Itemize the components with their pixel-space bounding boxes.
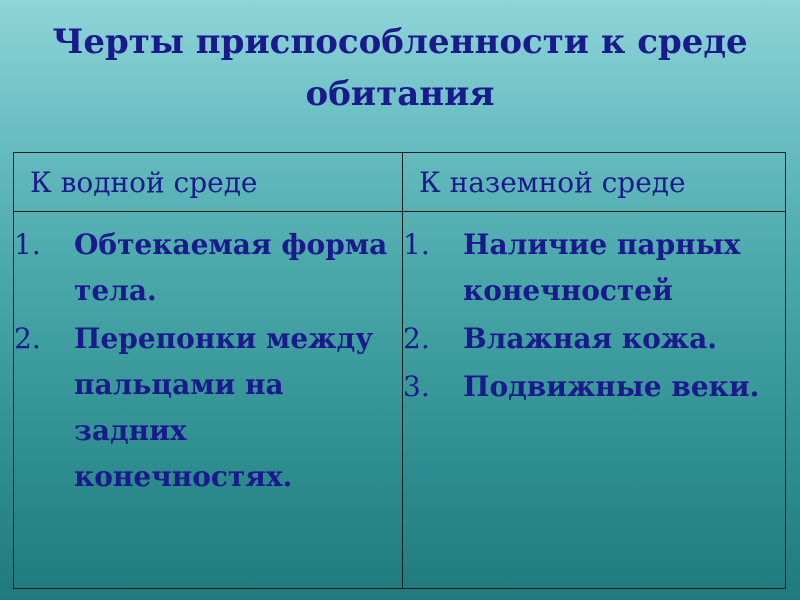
list-item: [403, 364, 785, 410]
slide-title-line2: обитания: [305, 74, 495, 114]
water-list: [14, 222, 402, 500]
list-item: [403, 316, 785, 362]
slide-title-line1: Черты приспособленности к среде: [52, 22, 748, 62]
list-item-number: 2.: [14, 322, 41, 355]
list-item-text: Влажная кожа.: [463, 322, 717, 355]
table-body-row: [14, 212, 786, 589]
table-header-row: [14, 153, 786, 212]
header-land: [403, 153, 786, 212]
header-water-label: К водной среде: [30, 165, 258, 199]
list-item-number: 2.: [403, 322, 430, 355]
land-cell: [403, 212, 786, 589]
header-water: [14, 153, 403, 212]
list-item-text: Подвижные веки.: [463, 370, 760, 403]
list-item-number: 3.: [403, 370, 430, 403]
list-item: [403, 222, 785, 314]
list-item-text: Обтекаемая форма тела.: [74, 228, 388, 307]
slide-title: [0, 16, 800, 120]
water-cell: [14, 212, 403, 589]
adaptation-table: [13, 152, 786, 589]
list-item-number: 1.: [14, 228, 41, 261]
list-item-text: Перепонки между пальцами на задних конечностях.: [74, 322, 374, 493]
list-item-text: Наличие парных конечностей: [463, 228, 741, 307]
list-item-number: 1.: [403, 228, 430, 261]
header-land-label: К наземной среде: [419, 165, 686, 199]
list-item: [14, 316, 402, 500]
land-list: [403, 222, 785, 410]
list-item: [14, 222, 402, 314]
